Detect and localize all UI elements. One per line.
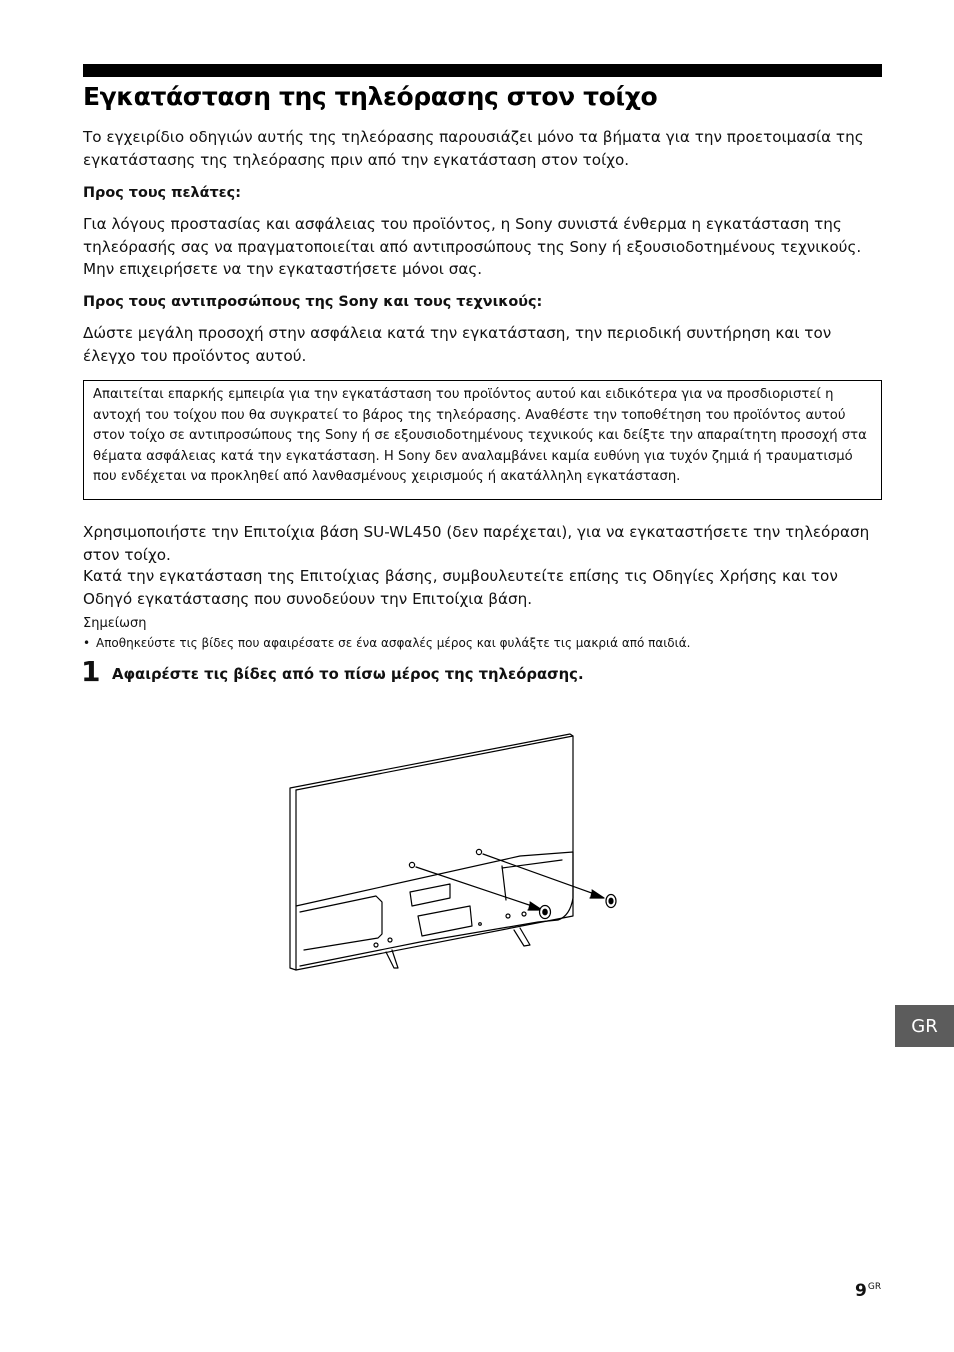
customers-paragraph: Για λόγους προστασίας και ασφάλειας του προϊόντος, η Sony συνιστά ένθερμα η εγκατάσταση της τηλεόρασής σας να πραγματοποιείται από αντιπροσώπους της Sony ή εξουσιοδοτημένους τεχνικούς. Μην επιχειρήσετε να την εγκαταστήσετε μόνοι σας. <box>83 215 862 278</box>
page-number <box>855 1281 881 1301</box>
note-bullet: • <box>83 636 91 650</box>
step-number: 1 <box>81 655 101 688</box>
section-rule <box>83 64 882 77</box>
page-title: Εγκατάσταση της τηλεόρασης στον τοίχο <box>83 82 658 111</box>
warning-box: Απαιτείται επαρκής εμπειρία για την εγκατάσταση του προϊόντος αυτού και ειδικότερα για να προσδιοριστεί η αντοχή του τοίχου που θα συγκρατεί το βάρος της τηλεόρασης. Αναθέστε την τοποθέτηση του προϊόντος αυτού στον τοίχο σε αντιπροσώπους της Sony ή σε εξουσιοδοτημένους τεχνικούς και δείξτε την απαραίτητη προσοχή στα θέματα ασφάλειας κατά την εγκατάσταση. Η Sony δεν αναλαμβάνει καμία ευθύνη για τυχόν ζημιά ή τραυματισμό που ενδέχεται να προκληθεί από λανθασμένους χειρισμούς ή ακατάλληλη εγκατάσταση. <box>83 380 882 500</box>
screw-hole-icon <box>409 862 414 867</box>
customers-heading: Προς τους πελάτες: <box>83 185 241 201</box>
page-number-value: 9 <box>855 1281 867 1301</box>
bracket-paragraph-2: Κατά την εγκατάσταση της Επιτοίχιας βάσης, συμβουλευτείτε επίσης τις Οδηγίες Χρήσης και τον Οδηγό εγκατάστασης που συνοδεύουν την Επιτοίχια βάση. <box>83 567 838 608</box>
tv-back-panel <box>290 734 573 970</box>
intro-paragraph: Το εγχειρίδιο οδηγιών αυτής της τηλεόρασης παρουσιάζει μόνο τα βήματα για την προετοιμασία της εγκατάστασης της τηλεόρασης πριν από την εγκατάσταση στον τοίχο. <box>83 128 864 169</box>
page-number-suffix: GR <box>867 1282 882 1292</box>
bracket-paragraph-1: Χρησιμοποιήστε την Επιτοίχια βάση SU-WL450 (δεν παρέχεται), για να εγκαταστήσετε την τηλεόραση στον τοίχο. <box>83 523 870 564</box>
screw-hole-icon <box>476 849 481 854</box>
note-label: Σημείωση <box>83 616 147 631</box>
dealers-paragraph: Δώστε μεγάλη προσοχή στην ασφάλεια κατά την εγκατάσταση, την περιοδική συντήρηση και τον έλεγχο του προϊόντος αυτού. <box>83 324 832 365</box>
dealers-heading: Προς τους αντιπροσώπους της Sony και τους τεχνικούς: <box>83 294 543 310</box>
tv-illustration <box>270 720 630 980</box>
language-tab: GR <box>895 1005 954 1047</box>
note-text: Αποθηκεύστε τις βίδες που αφαιρέσατε σε ένα ασφαλές μέρος και φυλάξτε τις μακριά από παιδιά. <box>96 636 691 650</box>
step-instruction: Αφαιρέστε τις βίδες από το πίσω μέρος της τηλεόρασης. <box>112 666 584 683</box>
note-item <box>83 636 690 650</box>
